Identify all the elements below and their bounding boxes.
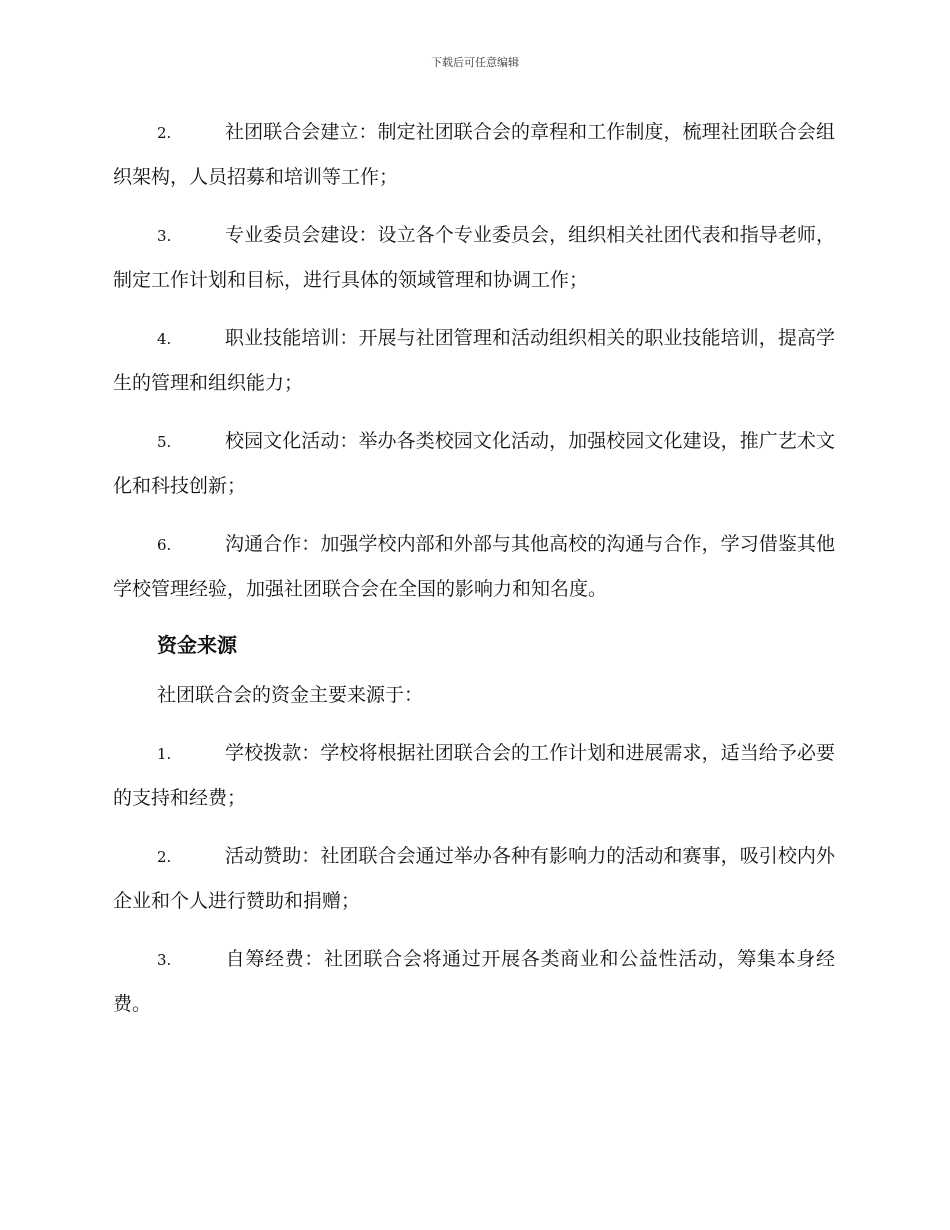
list-item-number: 6. — [157, 536, 172, 554]
list-item-number: 5. — [157, 433, 172, 451]
list-item-text: 校园文化活动：举办各类校园文化活动，加强校园文化建设，推广艺术文化和科技创新； — [113, 430, 835, 497]
list-item — [113, 834, 835, 923]
list-item-text: 专业委员会建设：设立各个专业委员会，组织相关社团代表和指导老师，制定工作计划和目标，进行具体的领域管理和协调工作； — [113, 224, 835, 291]
list-item — [113, 731, 835, 820]
list-item-number: 2. — [157, 848, 172, 866]
section-intro: 社团联合会的资金主要来源于： — [157, 684, 424, 706]
list-item-text: 沟通合作：加强学校内部和外部与其他高校的沟通与合作，学习借鉴其他学校管理经验，加强社团联合会在全国的影响力和知名度。 — [113, 533, 835, 600]
list-item-number: 2. — [157, 124, 172, 142]
list-item-text: 活动赞助：社团联合会通过举办各种有影响力的活动和赛事，吸引校内外企业和个人进行赞助和捐赠； — [113, 845, 835, 912]
list-item — [113, 110, 835, 199]
list-item-number: 3. — [157, 227, 172, 245]
list-item-text: 社团联合会建立：制定社团联合会的章程和工作制度，梳理社团联合会组织架构，人员招募和培训等工作； — [113, 121, 835, 188]
list-item — [113, 522, 835, 611]
list-item-number: 3. — [157, 951, 172, 969]
list-item — [113, 316, 835, 405]
list-item-number: 1. — [157, 745, 172, 763]
list-item-number: 4. — [157, 330, 172, 348]
list-item-text: 自筹经费：社团联合会将通过开展各类商业和公益性活动，筹集本身经费。 — [113, 948, 835, 1015]
document-body — [113, 110, 835, 1040]
list-item — [113, 419, 835, 508]
section-title: 资金来源 — [157, 633, 237, 657]
list-item — [113, 213, 835, 302]
list-item — [113, 937, 835, 1026]
list-item-text: 职业技能培训：开展与社团管理和活动组织相关的职业技能培训，提高学生的管理和组织能力； — [113, 327, 835, 394]
header-note: 下载后可任意编辑 — [431, 56, 519, 69]
list-item-text: 学校拨款：学校将根据社团联合会的工作计划和进展需求，适当给予必要的支持和经费； — [113, 742, 835, 809]
